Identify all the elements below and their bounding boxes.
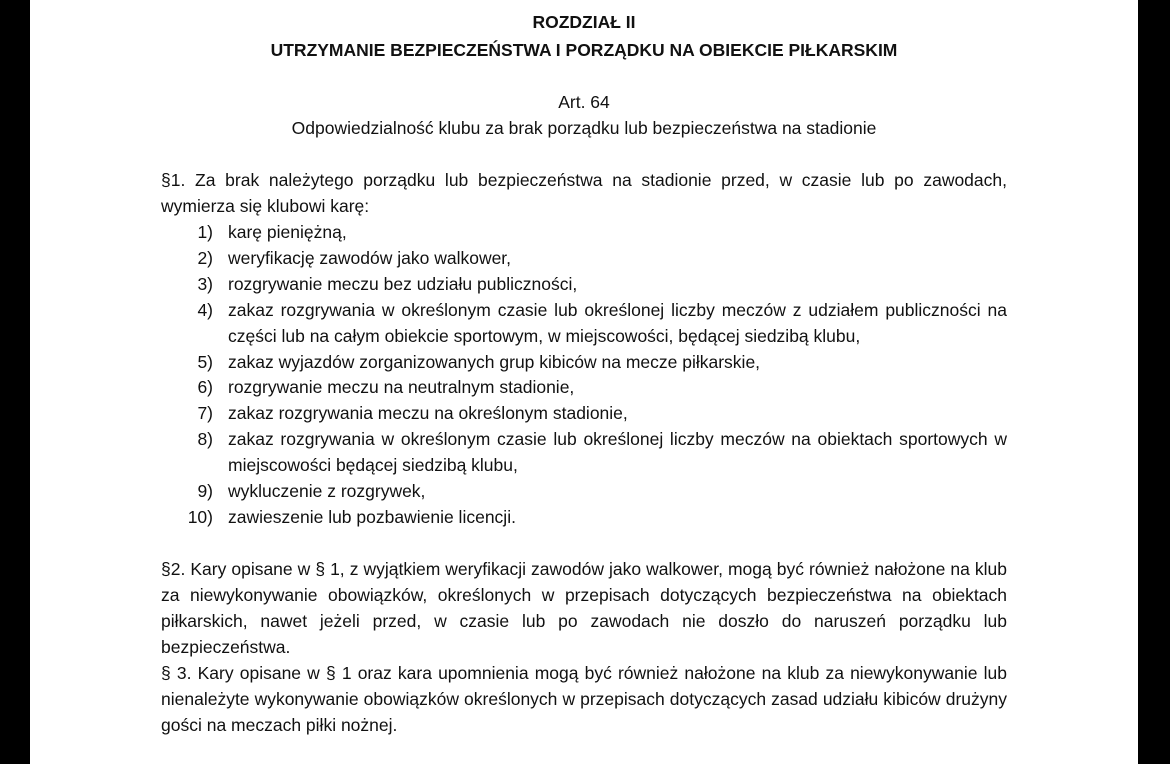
list-item <box>161 401 1007 427</box>
list-item-text: karę pieniężną, <box>228 222 347 242</box>
article-title: Odpowiedzialność klubu za brak porządku lub bezpieczeństwa na stadionie <box>291 118 877 138</box>
list-item-number: 10) <box>187 506 213 527</box>
list-item-text: wykluczenie z rozgrywek, <box>228 481 426 502</box>
penalty-list <box>161 220 1007 531</box>
list-item-text: zawieszenie lub pozbawienie licencji. <box>228 506 516 527</box>
list-item-number: 7) <box>197 403 213 424</box>
list-item-text: zakaz rozgrywania w określonym czasie lub określonej liczby meczów na obiektach sportowych w miejscowości będącej siedzibą klubu, <box>228 429 1007 476</box>
list-item <box>161 350 1007 376</box>
document-page <box>30 0 1138 764</box>
list-item <box>161 298 1007 350</box>
list-item-text: zakaz rozgrywania meczu na określonym stadionie, <box>228 403 628 424</box>
list-item <box>161 505 1007 531</box>
list-item-text: zakaz wyjazdów zorganizowanych grup kibiców na mecze piłkarskie, <box>228 351 761 372</box>
article-number: Art. 64 <box>558 92 610 112</box>
list-item-text: zakaz rozgrywania w określonym czasie lub określonej liczby meczów z udziałem publiczności na części lub na całym obiekcie sportowym, w miejscowości, będącej siedzibą klubu, <box>228 299 1007 346</box>
section-2: §2. Kary opisane w § 1, z wyjątkiem weryfikacji zawodów jako walkower, mogą być również nałożone na klub za niewykonywanie obowiązków, określonych w przepisach dotyczących bezpieczeństwa na obiektach piłkarskich, nawet jeżeli przed, w czasie lub po zawodach nie doszło do naruszeń porządku lub bezpieczeństwa. <box>161 559 1007 657</box>
list-item-number: 9) <box>197 481 213 502</box>
list-item-text: rozgrywanie meczu na neutralnym stadionie, <box>228 377 575 398</box>
list-item <box>161 272 1007 298</box>
list-item-text: weryfikację zawodów jako walkower, <box>228 247 512 268</box>
section-1-intro: §1. Za brak należytego porządku lub bezpieczeństwa na stadionie przed, w czasie lub po zawodach, wymierza się klubowi karę: <box>161 170 1007 216</box>
list-item <box>161 220 1007 246</box>
list-item <box>161 479 1007 505</box>
list-item-number: 6) <box>197 377 213 398</box>
list-item-number: 5) <box>197 351 213 372</box>
list-item-number: 2) <box>197 247 213 268</box>
list-item <box>161 246 1007 272</box>
chapter-title: UTRZYMANIE BEZPIECZEŃSTWA I PORZĄDKU NA OBIEKCIE PIŁKARSKIM <box>270 40 898 60</box>
list-item-number: 3) <box>197 273 213 294</box>
list-item <box>161 427 1007 479</box>
list-item-text: rozgrywanie meczu bez udziału publiczności, <box>228 273 578 294</box>
list-item <box>161 375 1007 401</box>
list-item-number: 1) <box>197 222 213 242</box>
chapter-number: ROZDZIAŁ II <box>532 12 636 32</box>
list-item-number: 4) <box>197 299 213 320</box>
section-3: § 3. Kary opisane w § 1 oraz kara upomnienia mogą być również nałożone na klub za niewykonywanie lub nienależyte wykonywanie obowiązków określonych w przepisach dotyczących zasad udziału kibiców drużyny gości na meczach piłki nożnej. <box>161 663 1007 735</box>
list-item-number: 8) <box>197 429 213 450</box>
